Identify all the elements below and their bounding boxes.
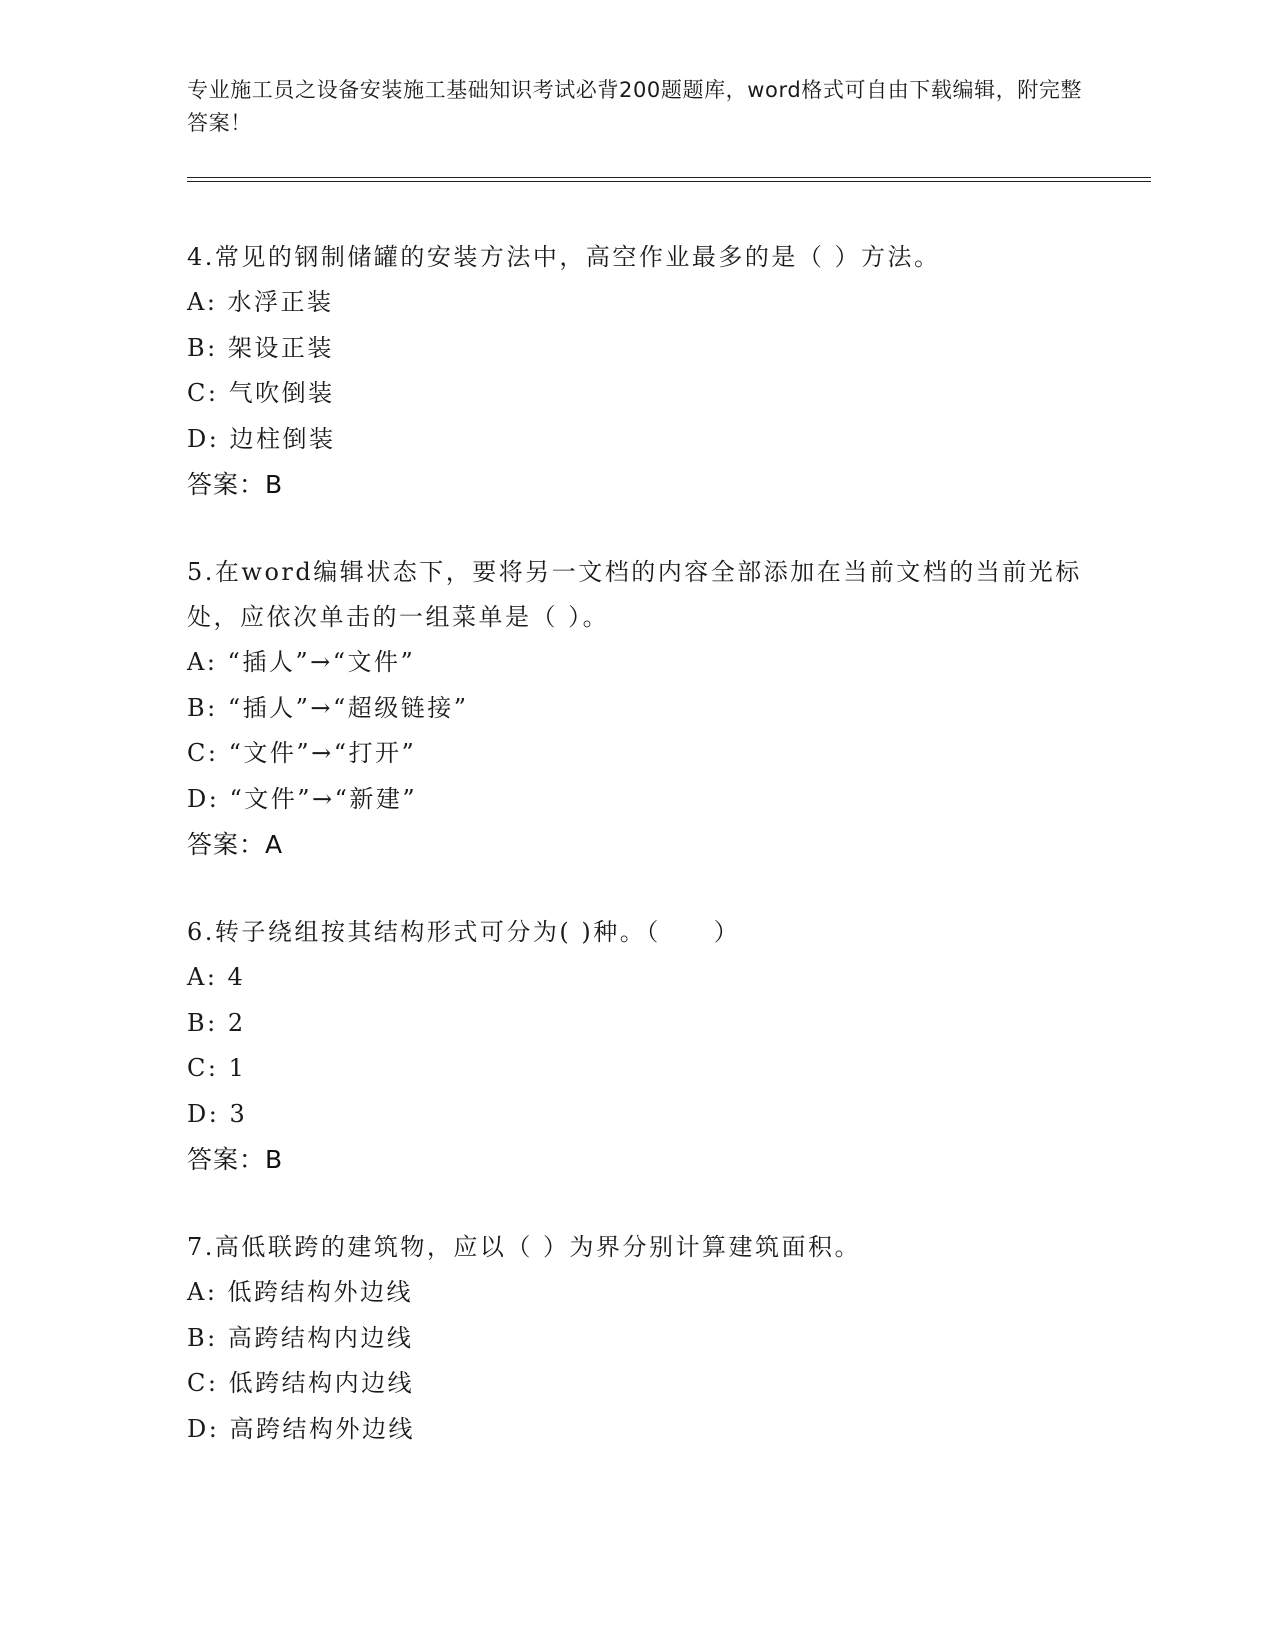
question-7 bbox=[187, 1225, 1087, 1452]
question-4 bbox=[187, 235, 1087, 507]
option-c: C: “文件”→“打开” bbox=[187, 739, 417, 767]
option-b: B: 2 bbox=[187, 1008, 246, 1037]
answer: 答案：A bbox=[187, 830, 284, 859]
option-a: A: 低跨结构外边线 bbox=[187, 1278, 414, 1306]
answer: 答案：B bbox=[187, 1145, 284, 1174]
question-spacer bbox=[187, 867, 1087, 910]
header-divider-bottom bbox=[187, 181, 1151, 182]
header-divider-top bbox=[187, 177, 1151, 178]
option-b: B: “插人”→“超级链接” bbox=[187, 693, 469, 722]
option-c: C: 1 bbox=[187, 1054, 247, 1082]
option-a: A: 水浮正装 bbox=[187, 288, 334, 316]
question-spacer bbox=[187, 507, 1087, 550]
option-d: D: 3 bbox=[187, 1099, 248, 1128]
option-b: B: 高跨结构内边线 bbox=[187, 1323, 414, 1352]
option-c: C: 低跨结构内边线 bbox=[187, 1369, 415, 1397]
option-a: A: 4 bbox=[187, 963, 246, 991]
question-text: 4.常见的钢制储罐的安装方法中，高空作业最多的是（ ）方法。 bbox=[187, 243, 941, 271]
question-6 bbox=[187, 910, 1087, 1182]
question-list bbox=[187, 235, 1087, 1452]
answer: 答案：B bbox=[187, 470, 284, 499]
question-text: 6.转子绕组按其结构形式可分为( )种。（ ） bbox=[187, 918, 741, 946]
option-c: C: 气吹倒装 bbox=[187, 379, 335, 407]
question-text: 7.高低联跨的建筑物，应以（ ）为界分别计算建筑面积。 bbox=[187, 1233, 862, 1261]
option-d: D: 高跨结构外边线 bbox=[187, 1414, 415, 1443]
question-5 bbox=[187, 550, 1087, 867]
question-spacer bbox=[187, 1182, 1087, 1225]
document-header: 专业施工员之设备安装施工基础知识考试必背200题题库，word格式可自由下载编辑，附完整答案！ bbox=[187, 78, 1083, 135]
option-a: A: “插人”→“文件” bbox=[187, 648, 416, 676]
option-b: B: 架设正装 bbox=[187, 333, 334, 362]
option-d: D: 边柱倒装 bbox=[187, 424, 336, 453]
option-d: D: “文件”→“新建” bbox=[187, 784, 418, 813]
question-text: 5.在word编辑状态下，要将另一文档的内容全部添加在当前文档的当前光标处，应依次单击的一组菜单是（ ）。 bbox=[187, 558, 1082, 631]
